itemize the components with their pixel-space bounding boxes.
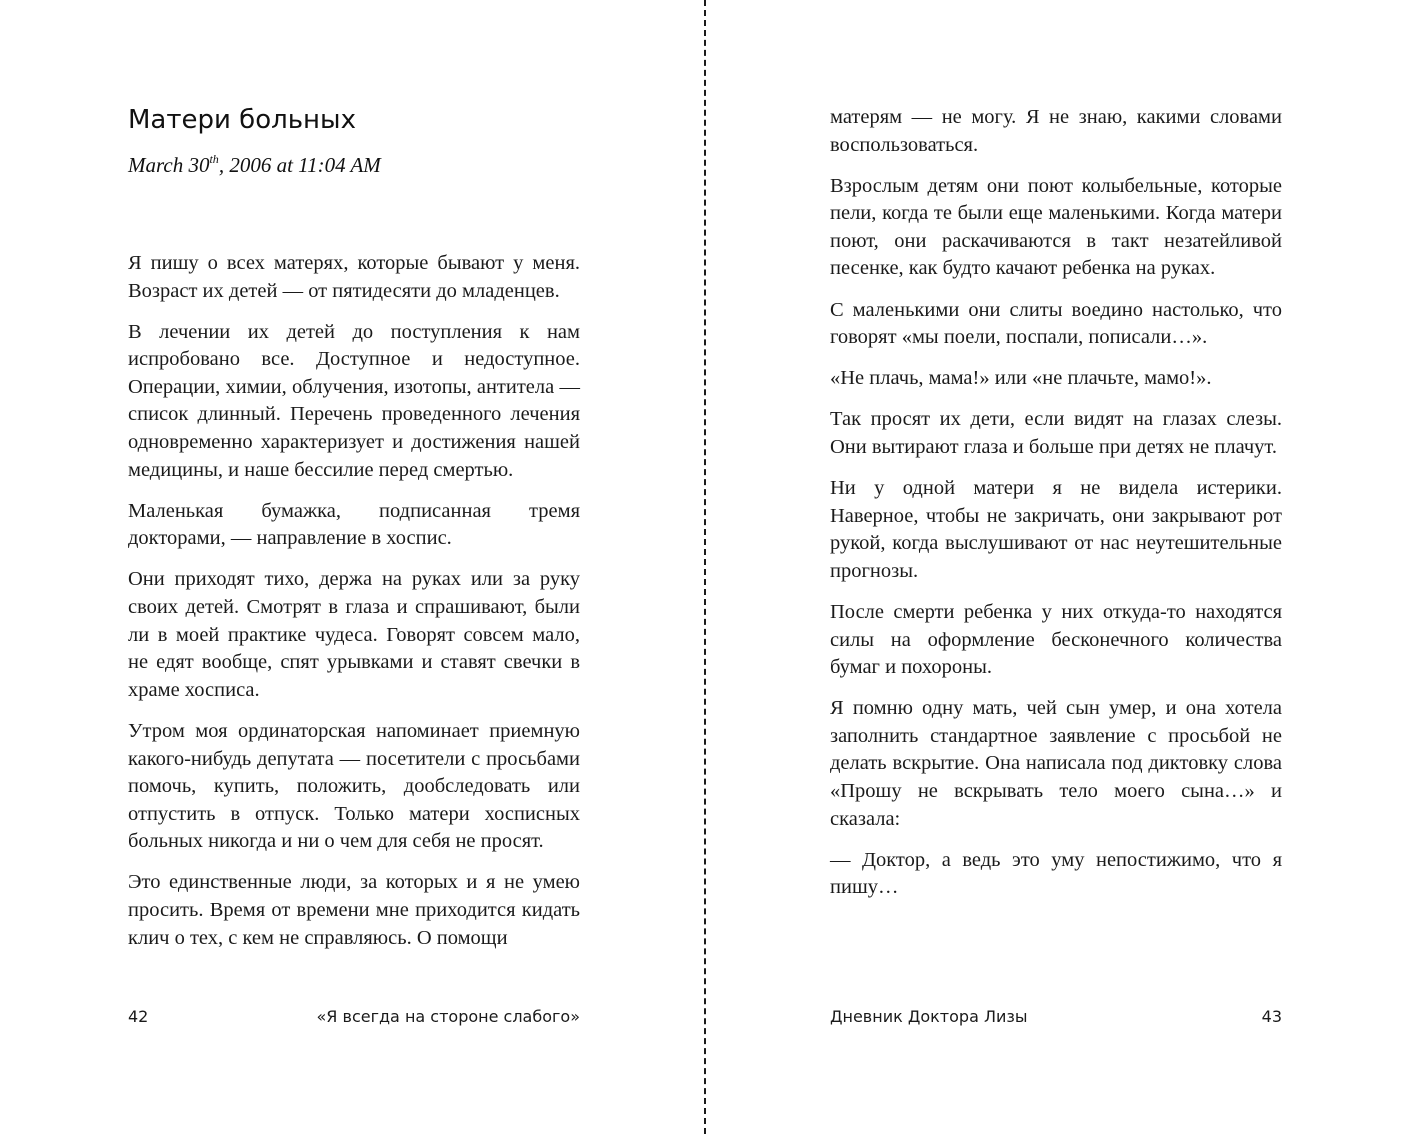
paragraph: Я пишу о всех матерях, которые бывают у меня. Возраст их детей — от пятидесяти до младенцев. <box>128 252 580 302</box>
paragraph: Утром моя ординаторская напоминает приемную какого-нибудь депутата — посетители с просьбами помочь, купить, положить, дообследовать или отпустить в отпуск. Только матери хосписных больных никогда и ни о чем для себя не просят. <box>128 719 580 853</box>
paragraph: С маленькими они слиты воедино настолько, что говорят «мы поели, поспали, пописали…». <box>830 298 1282 349</box>
right-page <box>706 0 1410 1134</box>
chapter-title: Матери больных <box>128 105 356 135</box>
right-body-text <box>830 104 1282 915</box>
page-number-right: 43 <box>1261 1007 1282 1026</box>
paragraph: В лечении их детей до поступления к нам испробовано все. Доступное и недоступное. Операции, химии, облучения, изотопы, антитела — список длинный. Перечень проведенного лечения одновременно характеризует и достижения нашей медицины, и наше бессилие перед смертью. <box>128 320 580 481</box>
paragraph: После смерти ребенка у них откуда-то находятся силы на оформление бесконечного количества бумаг и похороны. <box>830 600 1282 679</box>
paragraph: Они приходят тихо, держа на руках или за руку своих детей. Смотрят в глаза и спрашивают, были ли в моей практике чудеса. Говорят совсем мало, не едят вообще, спят урывками и ставят свечки в храме хосписа. <box>128 568 580 701</box>
date-prefix: March 30 <box>128 153 210 177</box>
left-page <box>0 0 704 1134</box>
paragraph: «Не плачь, мама!» или «не плачьте, мамо!». <box>830 367 1212 390</box>
paragraph: Это единственные люди, за которых и я не умею просить. Время от времени мне приходится кидать клич о тех, с кем не справляюсь. О помощи <box>128 871 580 949</box>
running-title-right: Дневник Доктора Лизы <box>830 1007 1028 1026</box>
paragraph: Маленькая бумажка, подписанная тремя докторами, — направление в хоспис. <box>128 499 580 550</box>
chapter-date <box>128 150 381 180</box>
paragraph: Я помню одну мать, чей сын умер, и она хотела заполнить стандартное заявление с просьбой не делать вскрытие. Она написала под диктовку слова «Прошу не вскрывать тело моего сына…» и сказала: <box>830 697 1282 830</box>
paragraph: Ни у одной матери я не видела истерики. Наверное, чтобы не закричать, они закрывают рот рукой, когда выслушивают от нас неутешительные прогнозы. <box>830 477 1282 582</box>
running-title-left: «Я всегда на стороне слабого» <box>316 1007 580 1026</box>
paragraph: — Доктор, а ведь это уму непостижимо, что я пишу… <box>830 848 1282 899</box>
left-body-text <box>128 250 580 966</box>
page-number-left: 42 <box>128 1007 149 1026</box>
paragraph: Взрослым детям они поют колыбельные, которые пели, когда те были еще маленькими. Когда матери поют, они раскачиваются в такт незатейливой песенке, как будто качают ребенка на руках. <box>830 174 1282 280</box>
date-ordinal-suffix: th <box>209 152 219 166</box>
paragraph: матерям — не могу. Я не знаю, какими словами воспользоваться. <box>830 106 1282 156</box>
paragraph: Так просят их дети, если видят на глазах слезы. Они вытирают глаза и больше при детях не плачут. <box>830 408 1282 458</box>
date-suffix: , 2006 at 11:04 AM <box>218 153 381 177</box>
